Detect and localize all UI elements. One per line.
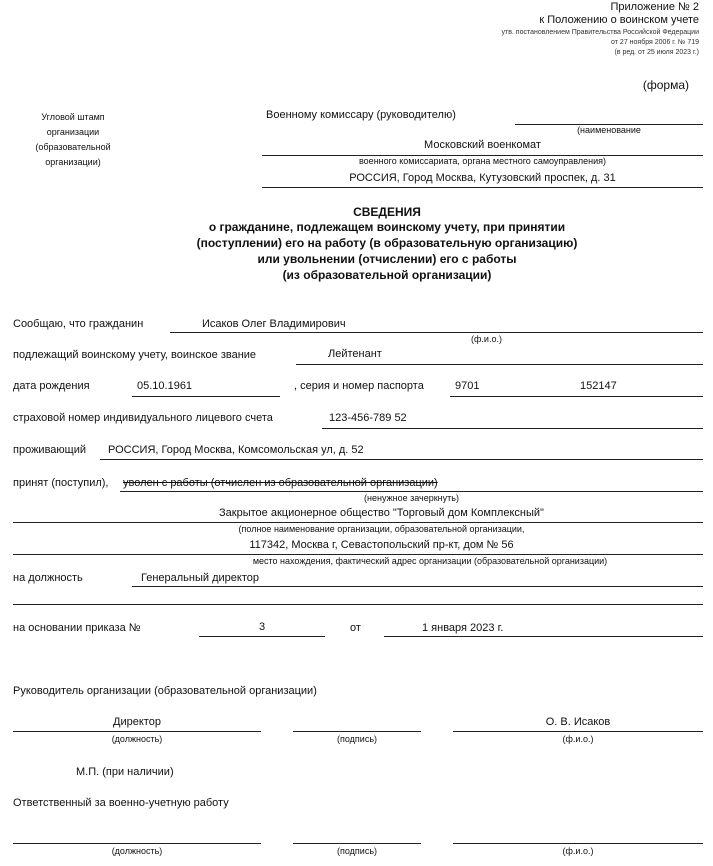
title-line-4: (из образовательной организации) [282, 268, 492, 282]
title-line-3: или увольнении (отчислении) его с работы [257, 252, 517, 266]
stamp-place-label: М.П. (при наличии) [76, 766, 174, 778]
head-position: Директор [113, 716, 161, 728]
office-address-line [262, 187, 703, 188]
resp-sign-caption: (подпись) [336, 846, 378, 856]
residence-value: РОССИЯ, Город Москва, Комсомольская ул, д. 52 [108, 444, 364, 456]
dob-label: дата рождения [13, 380, 90, 392]
citizen-fio: Исаков Олег Владимирович [202, 318, 346, 330]
resp-name-line [453, 843, 703, 844]
head-sign-caption: (подпись) [336, 734, 378, 744]
fio-caption: (ф.и.о.) [471, 334, 502, 344]
passport-number: 152147 [580, 380, 617, 392]
head-position-line [13, 731, 261, 732]
position-line-2 [13, 604, 703, 605]
position-value: Генеральный директор [141, 572, 259, 584]
strike-caption: (ненужное зачеркнуть) [364, 493, 459, 503]
head-label: Руководитель организации (образовательной организации) [13, 685, 317, 697]
head-name: О. В. Исаков [545, 716, 611, 728]
residence-label: проживающий [13, 444, 86, 456]
head-sign-line [293, 731, 421, 732]
fired-label: уволен с работы (отчислен из образовательной организации) [123, 477, 438, 489]
organization-caption: (полное наименование организации, образовательной организации, [238, 524, 525, 534]
address-caption: место нахождения, фактический адрес организации (образовательной организации) [252, 556, 608, 566]
residence-line [100, 459, 703, 460]
passport-label: , серия и номер паспорта [294, 380, 424, 392]
head-fio-caption: (ф.и.о.) [562, 734, 594, 744]
organization-address: 117342, Москва г, Севастопольский пр-кт, дом № 56 [249, 539, 514, 551]
order-label: на основании приказа № [13, 622, 141, 634]
document-title: СВЕДЕНИЯ [353, 205, 421, 219]
appendix-number: Приложение № 2 [610, 1, 699, 13]
resp-sign-line [293, 843, 421, 844]
stamp-line-2: организации [46, 127, 100, 137]
snils-value: 123-456-789 52 [329, 412, 407, 424]
order-number: 3 [258, 621, 266, 633]
passport-series: 9701 [455, 380, 480, 392]
dob-value: 05.10.1961 [137, 380, 193, 392]
position-line [132, 586, 703, 587]
office-type-caption: военного комиссариата, органа местного самоуправления) [359, 156, 606, 166]
organization-name: Закрытое акционерное общество "Торговый дом Комплексный" [219, 507, 544, 519]
recipient-label: Военному комиссару (руководителю) [266, 109, 456, 121]
snils-line [322, 428, 703, 429]
rank-line [296, 364, 703, 365]
fio-line [170, 332, 703, 333]
hired-label: принят (поступил), [13, 477, 109, 489]
passport-line [450, 396, 703, 397]
order-date: 1 января 2023 г. [422, 622, 504, 634]
hired-line [120, 491, 703, 492]
edition-note: (в ред. от 25 июля 2023 г.) [614, 49, 699, 56]
military-office-address: РОССИЯ, Город Москва, Кутузовский проспек, д. 31 [349, 172, 616, 184]
resp-position-caption: (должность) [111, 846, 163, 856]
position-label: на должность [13, 572, 83, 584]
org-address-line [13, 554, 703, 555]
snils-label: страховой номер индивидуального лицевого счета [13, 412, 273, 424]
organization-line [13, 522, 703, 523]
recipient-name-caption: (наименование [577, 125, 641, 135]
head-name-line [453, 731, 703, 732]
regulation-reference: к Положению о воинском учете [539, 14, 699, 26]
approval-date: от 27 ноября 2006 г. № 719 [611, 39, 699, 46]
approval-note: утв. постановлением Правительства Российской Федерации [501, 29, 699, 36]
stamp-line-1: Угловой штамп [41, 112, 105, 122]
resp-fio-caption: (ф.и.о.) [562, 846, 594, 856]
stamp-line-4: организации) [45, 157, 101, 167]
stamp-line-3: (образовательной [35, 142, 111, 152]
responsible-label: Ответственный за военно-учетную работу [13, 797, 229, 809]
form-label: (форма) [642, 78, 689, 92]
order-from-label: от [350, 622, 361, 634]
order-date-line [384, 636, 703, 637]
title-line-1: о гражданине, подлежащем воинскому учету, при принятии [208, 220, 566, 234]
rank-label: подлежащий воинскому учету, воинское звание [13, 349, 257, 361]
military-office-name: Московский военкомат [424, 139, 541, 151]
rank-value: Лейтенант [328, 348, 382, 360]
resp-position-line [13, 843, 261, 844]
report-label: Сообщаю, что гражданин [13, 318, 144, 330]
dob-line [132, 396, 280, 397]
title-line-2: (поступлении) его на работу (в образовательную организацию) [196, 236, 578, 250]
head-position-caption: (должность) [111, 734, 163, 744]
order-number-line [199, 636, 325, 637]
